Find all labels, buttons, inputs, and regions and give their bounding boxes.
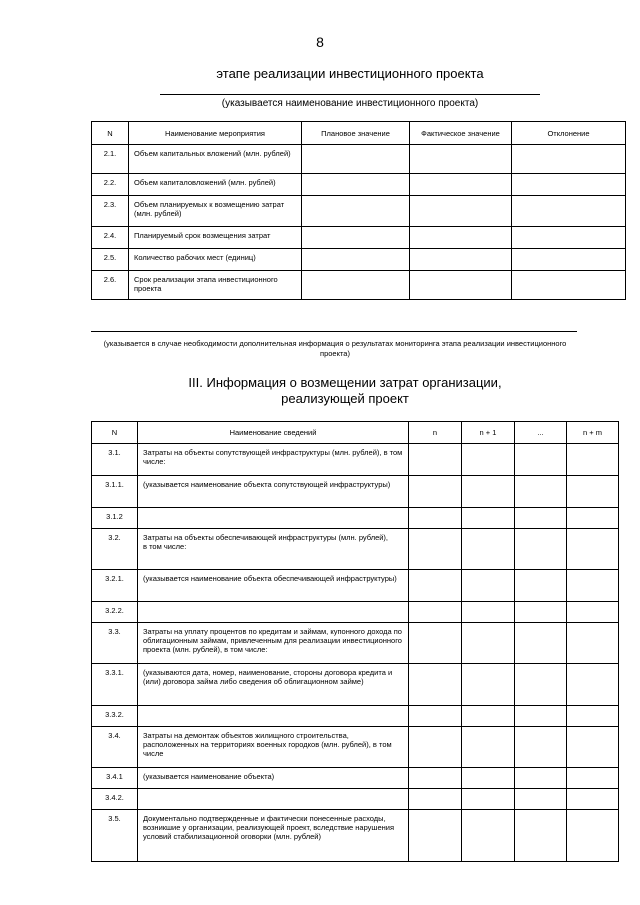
row-name: (указываются дата, номер, наименование, стороны договора кредита и (или) договора займа либо сведения об облигационном займе) [138, 664, 409, 706]
col-header-n-plus-1: n + 1 [462, 422, 515, 444]
planned-cell [302, 174, 410, 196]
col-header-planned: Плановое значение [302, 122, 410, 145]
row-name [138, 508, 409, 529]
deviation-cell [512, 227, 626, 249]
row-name [138, 602, 409, 623]
value-cell [462, 727, 515, 768]
deviation-cell [512, 249, 626, 271]
value-cell [567, 706, 619, 727]
additional-info-line [91, 331, 577, 332]
row-name [138, 706, 409, 727]
table-row [92, 727, 619, 768]
table-row [92, 444, 619, 476]
deviation-cell [512, 145, 626, 174]
table-row [92, 508, 619, 529]
value-cell [515, 476, 567, 508]
additional-info-caption: (указывается в случае необходимости дополнительная информация о результатах мониторинга этапа реализации инвестиционного проекта) [103, 339, 567, 358]
row-num: 3.4.2. [92, 789, 138, 810]
value-cell [515, 727, 567, 768]
value-cell [409, 476, 462, 508]
table-row [92, 174, 626, 196]
value-cell [462, 570, 515, 602]
value-cell [567, 623, 619, 664]
cost-reimbursement-table [91, 421, 619, 862]
value-cell [567, 444, 619, 476]
value-cell [409, 529, 462, 570]
row-num: 2.5. [92, 249, 129, 271]
row-name: Затраты на объекты сопутствующей инфраструктуры (млн. рублей), в том числе: [138, 444, 409, 476]
row-name: (указывается наименование объекта сопутствующей инфраструктуры) [138, 476, 409, 508]
col-header-name: Наименование мероприятия [129, 122, 302, 145]
row-num: 3.3.2. [92, 706, 138, 727]
value-cell [515, 623, 567, 664]
deviation-cell [512, 271, 626, 300]
table-row [92, 249, 626, 271]
table-row [92, 227, 626, 249]
value-cell [462, 529, 515, 570]
row-name: Количество рабочих мест (единиц) [129, 249, 302, 271]
value-cell [515, 570, 567, 602]
row-num: 2.1. [92, 145, 129, 174]
actual-cell [410, 227, 512, 249]
value-cell [515, 706, 567, 727]
value-cell [409, 727, 462, 768]
value-cell [567, 789, 619, 810]
value-cell [409, 706, 462, 727]
col-header-info: Наименование сведений [138, 422, 409, 444]
table-row [92, 271, 626, 300]
row-num: 3.4.1 [92, 768, 138, 789]
value-cell [462, 623, 515, 664]
table-row [92, 789, 619, 810]
value-cell [462, 789, 515, 810]
stage-indicators-table [91, 121, 626, 300]
table-row [92, 476, 619, 508]
planned-cell [302, 271, 410, 300]
actual-cell [410, 196, 512, 227]
stage-heading: этапе реализации инвестиционного проекта [216, 66, 484, 81]
row-name: Объем капитальных вложений (млн. рублей) [129, 145, 302, 174]
value-cell [409, 789, 462, 810]
actual-cell [410, 271, 512, 300]
value-cell [409, 623, 462, 664]
col-header-num: N [92, 422, 138, 444]
value-cell [515, 508, 567, 529]
actual-cell [410, 174, 512, 196]
table-row [92, 623, 619, 664]
value-cell [409, 570, 462, 602]
col-header-actual: Фактическое значение [410, 122, 512, 145]
value-cell [567, 727, 619, 768]
table-row [92, 810, 619, 862]
row-name: Затраты на объекты обеспечивающей инфраструктуры (млн. рублей), в том числе: [138, 529, 409, 570]
actual-cell [410, 249, 512, 271]
row-num: 3.1. [92, 444, 138, 476]
planned-cell [302, 196, 410, 227]
row-name: Затраты на уплату процентов по кредитам и займам, купонного дохода по облигационным займам, привлеченным для реализации инвестиционного проекта (млн. рублей), в том числе: [138, 623, 409, 664]
planned-cell [302, 249, 410, 271]
row-name: Срок реализации этапа инвестиционного проекта [129, 271, 302, 300]
row-name: Планируемый срок возмещения затрат [129, 227, 302, 249]
value-cell [515, 664, 567, 706]
row-num: 3.1.1. [92, 476, 138, 508]
value-cell [409, 768, 462, 789]
row-num: 2.6. [92, 271, 129, 300]
page-number: 8 [316, 34, 324, 50]
value-cell [462, 810, 515, 862]
value-cell [567, 768, 619, 789]
table-row [92, 145, 626, 174]
row-name: (указывается наименование объекта обеспечивающей инфраструктуры) [138, 570, 409, 602]
heading-caption: (указывается наименование инвестиционного проекта) [221, 98, 479, 109]
col-header-ellipsis: ... [515, 422, 567, 444]
row-num: 3.2.2. [92, 602, 138, 623]
value-cell [409, 508, 462, 529]
row-name [138, 789, 409, 810]
table-row [92, 768, 619, 789]
table-header-row [92, 422, 619, 444]
row-num: 2.3. [92, 196, 129, 227]
heading-underline [160, 94, 540, 95]
value-cell [409, 810, 462, 862]
table-row [92, 529, 619, 570]
row-num: 3.3. [92, 623, 138, 664]
value-cell [567, 810, 619, 862]
col-header-num: N [92, 122, 129, 145]
value-cell [409, 664, 462, 706]
planned-cell [302, 145, 410, 174]
row-num: 3.4. [92, 727, 138, 768]
table-row [92, 570, 619, 602]
row-name: (указывается наименование объекта) [138, 768, 409, 789]
actual-cell [410, 145, 512, 174]
row-name: Документально подтвержденные и фактически понесенные расходы, возникшие у организации, реализующей проект, вследствие нарушения условий стабилизационной оговорки (млн. рублей) [138, 810, 409, 862]
value-cell [462, 602, 515, 623]
table-row [92, 602, 619, 623]
value-cell [462, 444, 515, 476]
value-cell [462, 768, 515, 789]
value-cell [515, 789, 567, 810]
planned-cell [302, 227, 410, 249]
value-cell [567, 508, 619, 529]
value-cell [462, 476, 515, 508]
value-cell [515, 602, 567, 623]
value-cell [515, 529, 567, 570]
col-header-n: n [409, 422, 462, 444]
row-name: Объем капиталовложений (млн. рублей) [129, 174, 302, 196]
row-num: 3.5. [92, 810, 138, 862]
row-name: Затраты на демонтаж объектов жилищного строительства, расположенных на территориях военных городков (млн. рублей), в том числе [138, 727, 409, 768]
row-num: 3.2. [92, 529, 138, 570]
value-cell [409, 602, 462, 623]
value-cell [567, 664, 619, 706]
value-cell [567, 570, 619, 602]
value-cell [409, 444, 462, 476]
deviation-cell [512, 196, 626, 227]
section-title: III. Информация о возмещении затрат организации, реализующей проект [188, 375, 502, 406]
value-cell [567, 476, 619, 508]
row-name: Объем планируемых к возмещению затрат (млн. рублей) [129, 196, 302, 227]
value-cell [462, 508, 515, 529]
deviation-cell [512, 174, 626, 196]
value-cell [515, 768, 567, 789]
value-cell [462, 664, 515, 706]
table-row [92, 196, 626, 227]
col-header-n-plus-m: n + m [567, 422, 619, 444]
table-row [92, 664, 619, 706]
value-cell [515, 810, 567, 862]
col-header-deviation: Отклонение [512, 122, 626, 145]
value-cell [515, 444, 567, 476]
row-num: 2.2. [92, 174, 129, 196]
row-num: 3.3.1. [92, 664, 138, 706]
value-cell [462, 706, 515, 727]
value-cell [567, 529, 619, 570]
row-num: 3.2.1. [92, 570, 138, 602]
row-num: 2.4. [92, 227, 129, 249]
value-cell [567, 602, 619, 623]
table-row [92, 706, 619, 727]
row-num: 3.1.2 [92, 508, 138, 529]
table-header-row [92, 122, 626, 145]
